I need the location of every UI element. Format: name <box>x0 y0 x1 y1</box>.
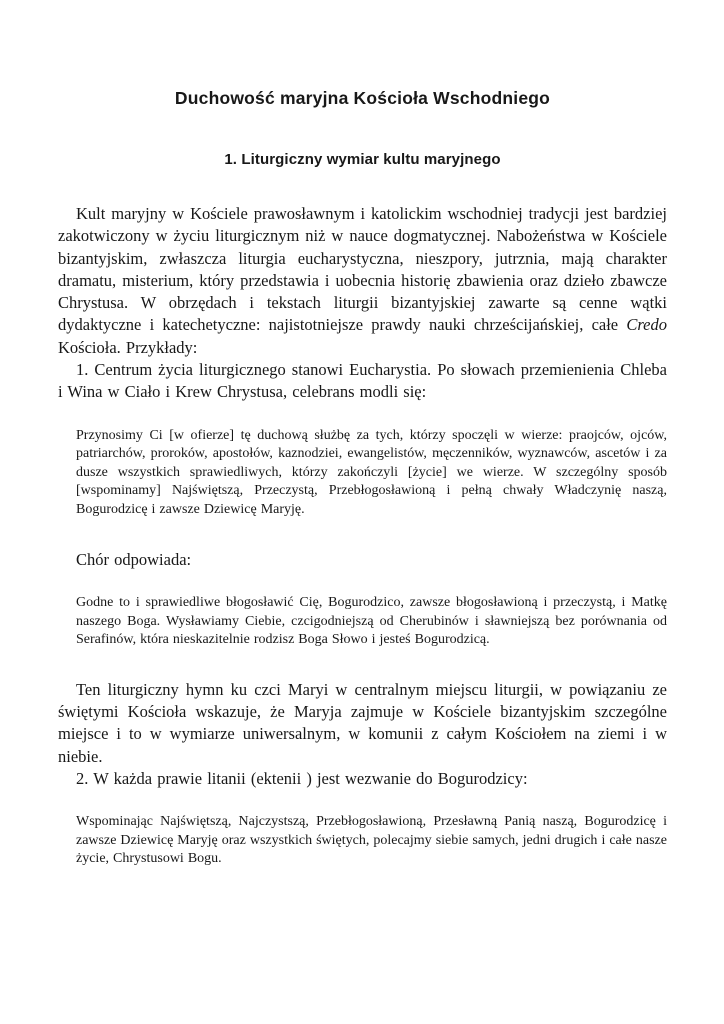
liturgy-quote-celebrant: Przynosimy Ci [w ofierze] tę duchową służbę za tych, którzy spoczęli w wierze: praojców, ojców, patriarchów, proroków, apostołów, kaznodziei, ewangelistów, męczenników, wyznawców, ascetów i za dusze wszystkich sprawiedliwych, którzy zakończyli [życie] we wierze. W szczególny sposób [wspominamy] Najświętszą, Przeczystą, Przebłogosławioną i pełną chwały Władczynię naszą, Bogurodzicę i zawsze Dziewicę Maryję. <box>76 427 667 518</box>
paragraph-hymn-commentary: Ten liturgiczny hymn ku czci Maryi w centralnym miejscu liturgii, w powiązaniu ze świętymi Kościoła wskazuje, że Maryja zajmuje w Kościele bizantyjskim szczególne miejsce i to w wymiarze uniwersalnym, w komunii z całym Kościołem na ziemi i w niebie. <box>58 679 667 766</box>
paragraph-eucharist-point: 1. Centrum życia liturgicznego stanowi Eucharystia. Po słowach przemienienia Chleba i Wina w Ciało i Krew Chrystusa, celebrans modli się: <box>58 360 667 402</box>
intro-text-before-credo: Kult maryjny w Kościele prawosławnym i katolickim wschodniej tradycji jest bardziej zakotwiczony w życiu liturgicznym niż w nauce dogmatycznej. Nabożeństwa w Kościele bizantyjskim, zwłaszcza liturgia eucharystyczna, nieszpory, jutrznia, mają charakter dramatu, misterium, który przedstawia i uobecnia historię zbawienia oraz dzieło zbawcze Chrystusa. W obrzędach i tekstach liturgii bizantyjskiej zawarte są cenne wątki dydaktyczne i katechetyczne: najistotniejsze prawdy nauki chrześcijańskiej, całe <box>58 204 667 335</box>
liturgy-quote-choir: Godne to i sprawiedliwe błogosławić Cię, Bogurodzico, zawsze błogosławioną i przeczystą, i Matkę naszego Boga. Wysławiamy Ciebie, czcigodniejszą od Cherubinów i sławniejszą bez porównania od Serafinów, która nieskazitelnie rodzisz Boga Słowo i jesteś Bogurodzicą. <box>76 594 667 648</box>
intro-text-after-credo: Kościoła. Przykłady: <box>58 337 198 357</box>
section-heading: 1. Liturgiczny wymiar kultu maryjnego <box>224 151 501 168</box>
credo-term: Credo <box>626 315 667 335</box>
paragraph-litany-point: 2. W każda prawie litanii (ektenii ) jest wezwanie do Bogurodzicy: <box>76 768 528 788</box>
paragraph-intro <box>58 203 667 359</box>
liturgy-quote-litany: Wspominając Najświętszą, Najczystszą, Przebłogosławioną, Przesławną Panią naszą, Bogurodzicę i zawsze Dziewicę Maryję oraz wszystkich świętych, polecajmy siebie samych, jedni drugich i całe nasze życie, Chrystusowi Bogu. <box>76 814 667 867</box>
document-title: Duchowość maryjna Kościoła Wschodniego <box>174 88 551 108</box>
paragraph-choir-label: Chór odpowiada: <box>76 549 192 569</box>
